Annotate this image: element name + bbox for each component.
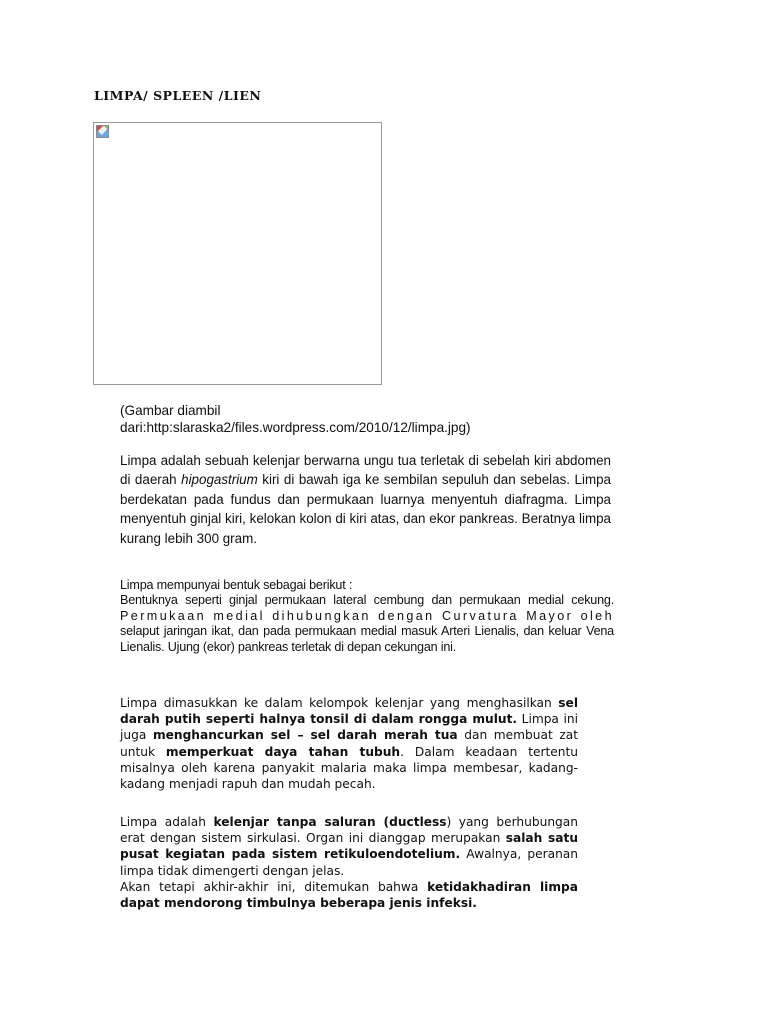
p2-text-b: selaput jaringan ikat, dan pada permukaan medial masuk Arteri Lienalis, dan keluar Vena Lienalis. Ujung (ekor) pankreas terletak di depan cekungan ini.	[120, 624, 614, 654]
p3-text-d: dan membuat zat untuk	[120, 728, 578, 759]
p4-text-c: ) yang berhubungan erat dengan sistem sirkulasi. Organ ini dianggap merupakan	[120, 815, 578, 846]
p3-bold-2: menghancurkan sel – sel darah merah tua	[152, 728, 458, 743]
p3-bold-1: sel darah putih seperti halnya tonsil di dalam rongga mulut.	[120, 696, 578, 727]
paragraph-3	[120, 695, 578, 792]
p1-text-a: Limpa adalah sebuah kelenjar berwarna ungu tua terletak di sebelah kiri abdomen di daerah	[120, 453, 611, 488]
image-placeholder	[93, 122, 382, 385]
paragraph-2	[120, 578, 614, 655]
p1-term-hipogastrium: hipogastrium	[181, 472, 258, 488]
p3-text-e: . Dalam keadaan tertentu misalnya oleh karena panyakit malaria maka limpa membesar, kadang-kadang menjadi rapuh dan mudah pecah.	[120, 744, 578, 792]
p3-text-a: Limpa dimasukkan ke dalam kelompok kelenjar yang menghasilkan	[120, 696, 559, 710]
page-title: LIMPA/ SPLEEN /LIEN	[94, 88, 262, 103]
p2-text-a: Bentuknya seperti ginjal permukaan lateral cembung dan permukaan medial cekung.	[120, 593, 614, 608]
p4-bold-2: salah satu pusat kegiatan pada sistem retikuloendotelium.	[120, 831, 579, 862]
p3-text-c: Limpa ini juga	[120, 712, 579, 743]
p4-bold-3: ketidakhadiran limpa dapat mendorong timbulnya beberapa jenis infeksi.	[120, 879, 578, 911]
p3-bold-3: memperkuat daya tahan tubuh	[165, 744, 401, 759]
p4-text-e: Akan tetapi akhir-akhir ini, ditemukan bahwa	[120, 879, 428, 894]
paragraph-1	[120, 451, 611, 548]
p1-text-b: kiri di bawah iga ke sembilan sepuluh dan sebelas. Limpa berdekatan pada fundus dan permukaan luarnya menyentuh diafragma. Limpa menyentuh ginjal kiri, kelokan kolon di kiri atas, dan ekor pankreas. Beratnya limpa kurang lebih 300 gram.	[120, 472, 611, 546]
p4-bold-1: kelenjar tanpa saluran (ductless	[213, 815, 447, 829]
p4-text-a: Limpa adalah	[120, 815, 214, 829]
p2-intro: Limpa mempunyai bentuk sebagai berikut :	[120, 578, 353, 592]
p2-text-wide: Permukaan medial dihubungkan dengan Curvatura Mayor oleh	[120, 608, 614, 623]
image-caption: (Gambar diambil dari:http:slaraska2/files.wordpress.com/2010/12/limpa.jpg)	[120, 403, 471, 435]
p4-line-2	[120, 879, 578, 911]
paragraph-4	[120, 814, 578, 911]
broken-image-icon	[96, 125, 109, 138]
p4-text-d: Awalnya, peranan limpa tidak dimengerti dengan jelas.	[120, 847, 578, 878]
